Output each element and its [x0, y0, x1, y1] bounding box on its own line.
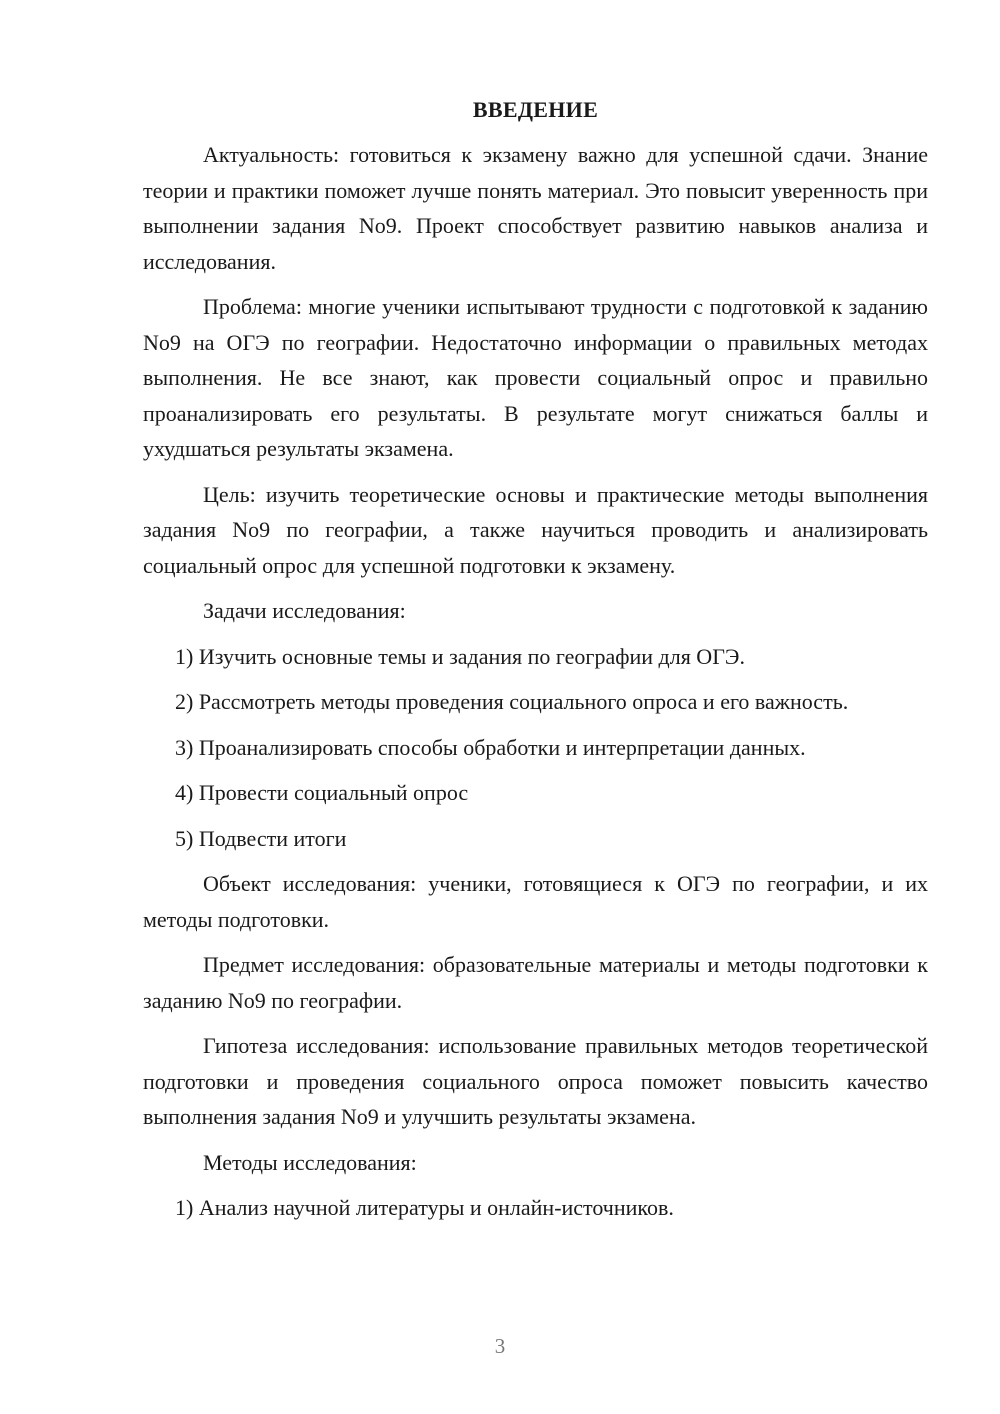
task-item-5: 5) Подвести итоги [175, 825, 347, 851]
paragraph-goal: Цель: изучить теоретические основы и практические методы выполнения задания No9 по географии, а также научиться проводить и анализировать социальный опрос для успешной подготовки к экзамену. [143, 481, 928, 578]
method-item-1: 1) Анализ научной литературы и онлайн-источников. [175, 1195, 674, 1220]
document-page [143, 95, 928, 1236]
paragraph-problem: Проблема: многие ученики испытывают трудности с подготовкой к заданию No9 на ОГЭ по географии. Недостаточно информации о правильных методах выполнения. Не все знают, как провести социальный опрос и правильно проанализировать его результаты. В результате могут снижаться баллы и ухудшаться результаты экзамена. [143, 294, 928, 461]
task-item-2: 2) Рассмотреть методы проведения социального опроса и его важность. [175, 689, 849, 714]
paragraph-methods-heading: Методы исследования: [203, 1149, 417, 1175]
paragraph-relevance: Актуальность: готовиться к экзамену важно для успешной сдачи. Знание теории и практики поможет лучше понять материал. Это повысит уверенность при выполнении задания No9. Проект способствует развитию навыков анализа и исследования. [143, 142, 928, 274]
section-title: ВВЕДЕНИЕ [472, 97, 599, 122]
page-number: 3 [494, 1334, 506, 1358]
task-item-1: 1) Изучить основные темы и задания по географии для ОГЭ. [175, 643, 745, 669]
paragraph-hypothesis: Гипотеза исследования: использование правильных методов теоретической подготовки и проведения социального опроса поможет повысить качество выполнения задания No9 и улучшить результаты экзамена. [143, 1033, 928, 1129]
task-item-3: 3) Проанализировать способы обработки и интерпретации данных. [175, 734, 806, 760]
paragraph-tasks-heading: Задачи исследования: [203, 598, 406, 623]
paragraph-subject: Предмет исследования: образовательные материалы и методы подготовки к заданию No9 по географии. [143, 952, 928, 1013]
paragraph-object: Объект исследования: ученики, готовящиеся к ОГЭ по географии, и их методы подготовки. [143, 871, 928, 932]
task-item-4: 4) Провести социальный опрос [175, 780, 469, 805]
